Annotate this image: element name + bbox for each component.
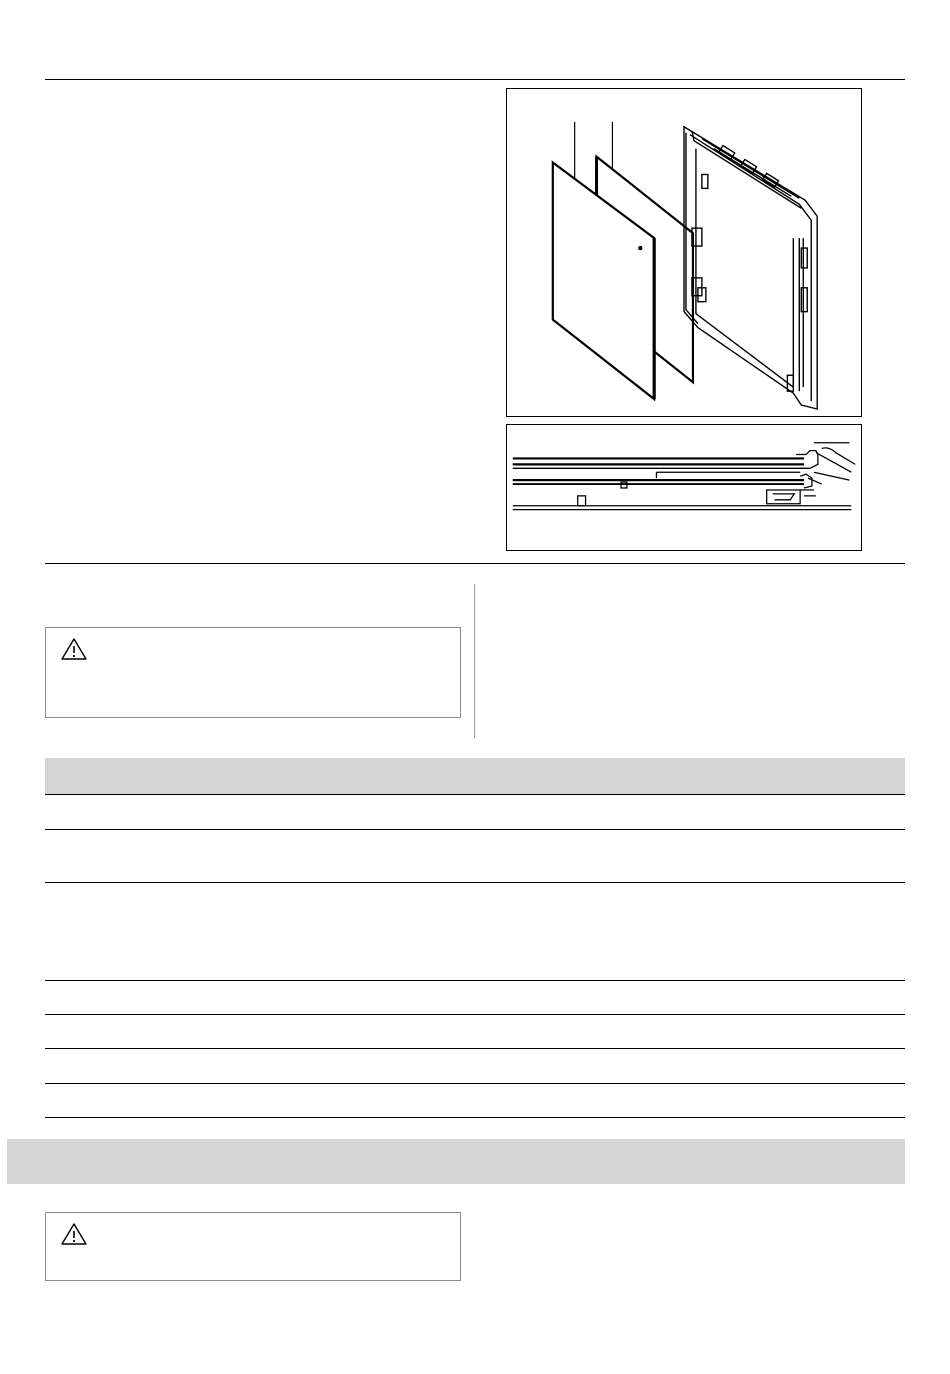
column-divider xyxy=(474,584,475,738)
door-frame xyxy=(684,127,817,409)
table-row-divider xyxy=(45,1117,905,1118)
door-glass-diagram xyxy=(507,89,861,416)
table-row-divider xyxy=(45,829,905,830)
warning-triangle-icon xyxy=(60,637,88,661)
table-row-divider xyxy=(45,1048,905,1049)
table-row-divider xyxy=(45,882,905,883)
warning-box xyxy=(45,1212,461,1281)
warning-triangle-icon xyxy=(60,1222,88,1246)
table-row-divider xyxy=(45,1083,905,1084)
table-row-divider xyxy=(45,980,905,981)
table-header xyxy=(45,758,905,795)
door-section-diagram xyxy=(507,425,861,550)
section-heading-band xyxy=(7,1139,905,1184)
warning-box xyxy=(45,627,461,718)
door-glass-exploded-figure xyxy=(506,88,862,417)
top-rule xyxy=(45,79,905,80)
middle-rule xyxy=(45,563,905,564)
glass-seating-section-figure xyxy=(506,424,862,551)
table-row-divider xyxy=(45,1014,905,1015)
